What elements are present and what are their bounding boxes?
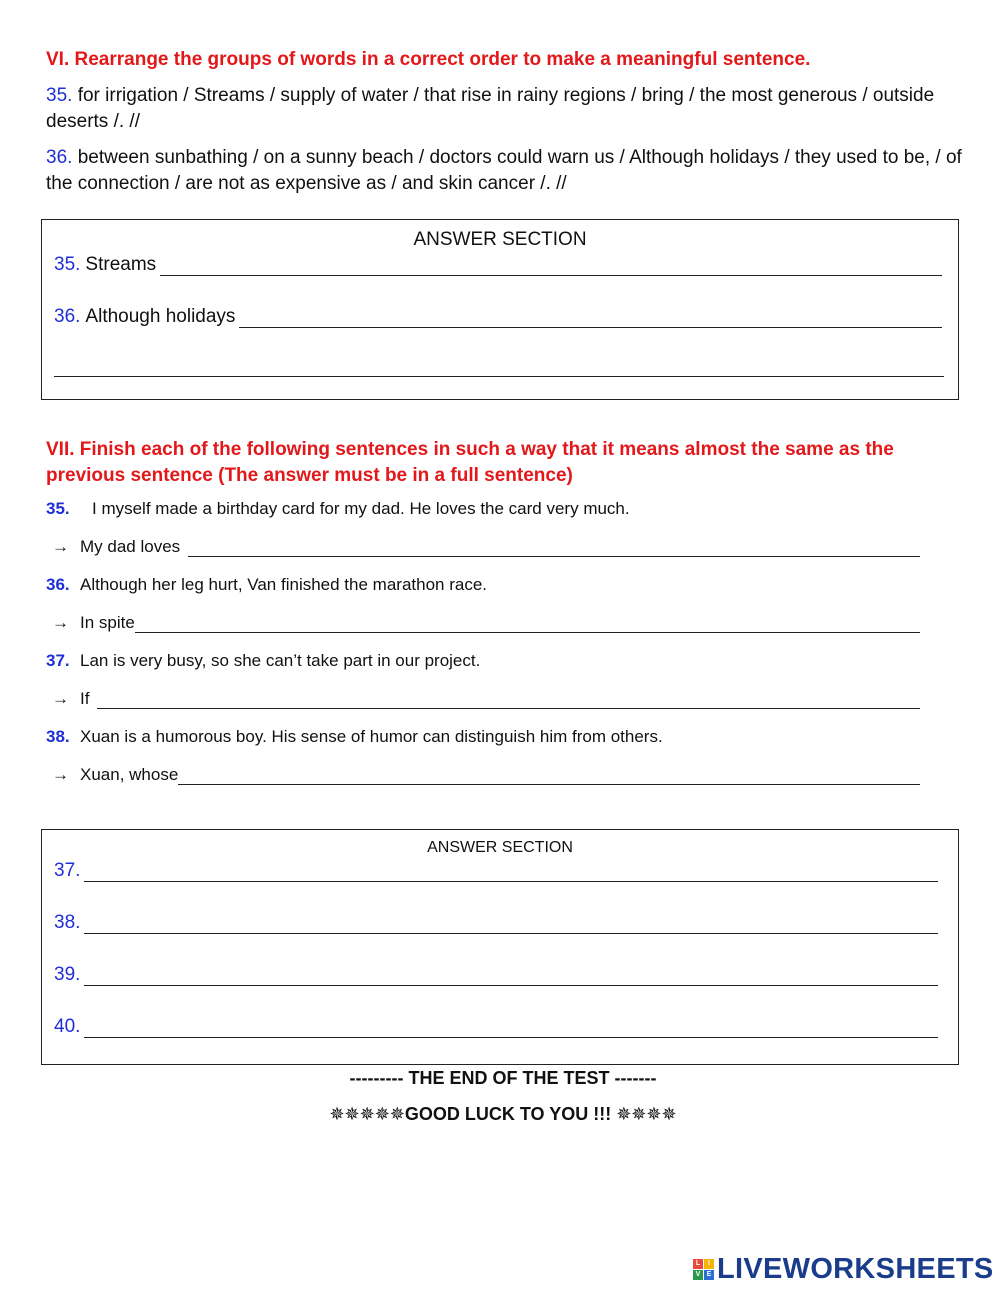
end-of-test: --------- THE END OF THE TEST -------: [349, 1068, 657, 1088]
arrow-icon: →: [52, 537, 69, 556]
question-number: 36.: [46, 575, 70, 594]
logo-mark-icon: [693, 1259, 714, 1280]
rewrite-row-38[interactable]: [52, 765, 920, 785]
question-text: Although her leg hurt, Van finished the marathon race.: [80, 575, 487, 594]
rewrite-start: If: [80, 689, 90, 708]
logo-text: LIVEWORKSHEETS: [717, 1253, 994, 1285]
question-number: 38.: [46, 727, 70, 746]
arrow-icon: →: [52, 689, 69, 708]
answer-start: Streams: [85, 254, 157, 275]
answer-line[interactable]: [84, 965, 938, 986]
answer-row-37[interactable]: [54, 860, 938, 882]
answer-line-continuation[interactable]: [54, 376, 944, 377]
answer-section-box-2: [41, 829, 959, 1065]
arrow-icon: →: [52, 765, 69, 784]
liveworksheets-logo[interactable]: [693, 1253, 994, 1286]
question-number: 35.: [46, 85, 73, 106]
rewrite-row-35[interactable]: [52, 537, 920, 557]
rewrite-start: In spite: [80, 613, 135, 632]
answer-number: 40.: [54, 1016, 81, 1037]
answer-row-40[interactable]: [54, 1016, 938, 1038]
rewrite-start: My dad loves: [80, 537, 181, 556]
question-number: 35.: [46, 499, 70, 518]
question-text: for irrigation / Streams / supply of water / that rise in rainy regions / bring / the most generous / outside deserts /. //: [46, 85, 935, 132]
answer-number: 36.: [54, 306, 81, 327]
question-37-rewrite: [46, 650, 946, 672]
question-38-rewrite: [46, 726, 946, 748]
question-text: I myself made a birthday card for my dad. He loves the card very much.: [92, 499, 630, 518]
answer-number: 35.: [54, 254, 81, 275]
question-text: between sunbathing / on a sunny beach / doctors could warn us / Although holidays / they used to be, / of the connection / are not as expensive as / and skin cancer /. //: [46, 147, 962, 194]
rewrite-line[interactable]: [135, 614, 920, 633]
answer-number: 37.: [54, 860, 81, 881]
good-luck: ✵✵✵✵✵GOOD LUCK TO YOU !!! ✵✵✵✵: [329, 1104, 677, 1124]
logo-mark-cell: V: [693, 1270, 703, 1280]
answer-line[interactable]: [239, 307, 942, 328]
rewrite-line[interactable]: [178, 766, 920, 785]
question-36-rewrite: [46, 574, 946, 596]
answer-line[interactable]: [84, 861, 938, 882]
question-35-rearrange: [46, 83, 964, 135]
answer-row-39[interactable]: [54, 964, 938, 986]
question-number: 36.: [46, 147, 73, 168]
question-number: 37.: [46, 651, 70, 670]
rewrite-row-37[interactable]: [52, 689, 920, 709]
arrow-icon: →: [52, 613, 69, 632]
answer-section-title: ANSWER SECTION: [427, 839, 573, 856]
question-text: Xuan is a humorous boy. His sense of humor can distinguish him from others.: [80, 727, 663, 746]
section-6-heading: VI. Rearrange the groups of words in a correct order to make a meaningful sentence.: [46, 49, 811, 70]
question-35-rewrite: [46, 498, 946, 520]
section-7-heading: VII. Finish each of the following sentences in such a way that it means almost the same as the previous sentence (The answer must be in a full sentence): [46, 439, 894, 486]
answer-row-35[interactable]: [54, 254, 942, 276]
answer-row-38[interactable]: [54, 912, 938, 934]
answer-number: 38.: [54, 912, 81, 933]
rewrite-line[interactable]: [188, 538, 920, 557]
answer-line[interactable]: [84, 913, 938, 934]
answer-line[interactable]: [160, 255, 942, 276]
answer-section-title: ANSWER SECTION: [413, 229, 587, 250]
answer-row-36[interactable]: [54, 306, 942, 328]
rewrite-start: Xuan, whose: [80, 765, 179, 784]
question-36-rearrange: [46, 145, 964, 197]
rewrite-line[interactable]: [97, 690, 920, 709]
answer-line[interactable]: [84, 1017, 938, 1038]
answer-section-box-1: [41, 219, 959, 400]
logo-mark-cell: I: [704, 1259, 714, 1269]
answer-start: Although holidays: [85, 306, 236, 327]
rewrite-row-36[interactable]: [52, 613, 920, 633]
question-text: Lan is very busy, so she can’t take part in our project.: [80, 651, 481, 670]
logo-mark-cell: E: [704, 1270, 714, 1280]
logo-mark-cell: L: [693, 1259, 703, 1269]
answer-number: 39.: [54, 964, 81, 985]
